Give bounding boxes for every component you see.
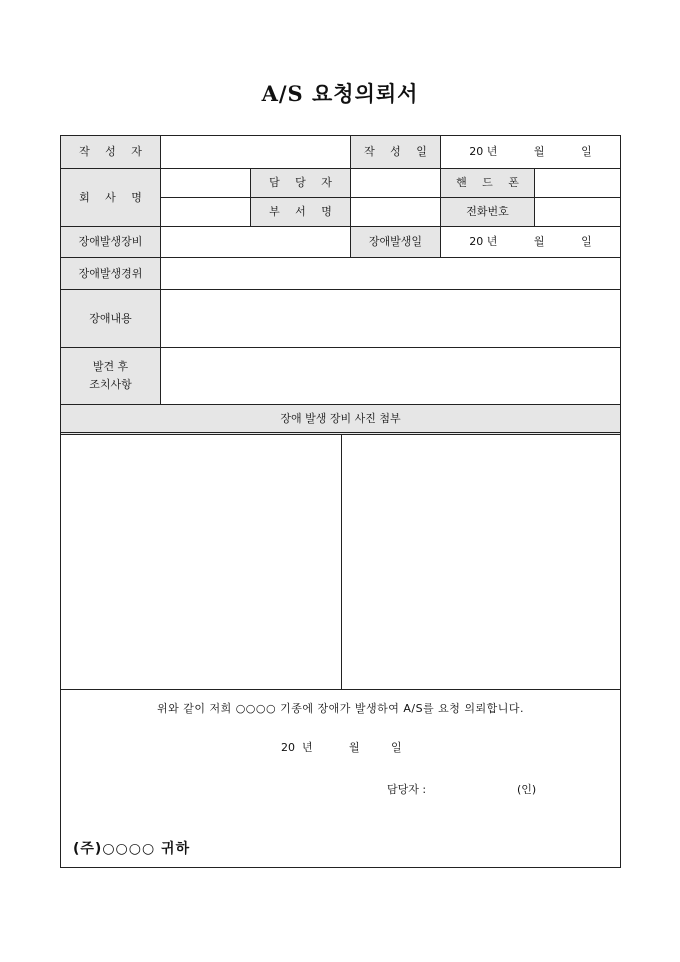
mobile-label: 핸 드 폰 bbox=[441, 169, 535, 198]
faulty-equipment-field[interactable] bbox=[161, 227, 351, 258]
footer-date-day: 일 bbox=[391, 741, 402, 754]
company-field-1[interactable] bbox=[161, 169, 251, 198]
manager-label: 담 당 자 bbox=[251, 169, 351, 198]
fault-details-label: 장애내용 bbox=[61, 290, 161, 348]
fault-history-label: 장애발생경위 bbox=[61, 258, 161, 290]
signature-label: 담당자 : bbox=[387, 783, 427, 796]
action-label-line2: 조치사항 bbox=[89, 378, 132, 391]
request-statement: 위와 같이 저희 ○○○○ 기종에 장애가 발생하여 A/S를 요청 의뢰합니다. bbox=[156, 702, 525, 715]
company-field-2[interactable] bbox=[161, 198, 251, 227]
photo-box-left[interactable] bbox=[61, 435, 342, 690]
fault-history-field[interactable] bbox=[161, 258, 620, 290]
phone-field[interactable] bbox=[535, 198, 620, 227]
date-written-month: 월 bbox=[533, 145, 545, 158]
author-label: 작 성 자 bbox=[61, 136, 161, 169]
footer-date-month: 월 bbox=[349, 741, 360, 754]
date-written-field[interactable] bbox=[441, 136, 620, 169]
department-label: 부 서 명 bbox=[251, 198, 351, 227]
company-label: 회 사 명 bbox=[61, 169, 161, 227]
fault-date-month: 월 bbox=[533, 235, 545, 248]
fault-details-field[interactable] bbox=[161, 290, 620, 348]
faulty-equipment-label: 장애발생장비 bbox=[61, 227, 161, 258]
seal-label: (인) bbox=[517, 783, 537, 796]
photo-section-header: 장애 발생 장비 사진 첨부 bbox=[61, 405, 620, 435]
photo-box-right[interactable] bbox=[342, 435, 620, 690]
as-request-form bbox=[60, 135, 621, 868]
action-field[interactable] bbox=[161, 348, 620, 405]
fault-date-label: 장애발생일 bbox=[351, 227, 441, 258]
document-title: A/S 요청의뢰서 bbox=[261, 81, 419, 106]
mobile-field[interactable] bbox=[535, 169, 620, 198]
author-field[interactable] bbox=[161, 136, 351, 169]
manager-field[interactable] bbox=[351, 169, 441, 198]
footer-date-year: 20 년 bbox=[281, 741, 313, 754]
department-field[interactable] bbox=[351, 198, 441, 227]
fault-date-year: 20 년 bbox=[469, 235, 498, 248]
recipient-company: (주)○○○○ 귀하 bbox=[73, 841, 191, 857]
date-written-year: 20 년 bbox=[469, 145, 498, 158]
fault-date-field[interactable] bbox=[441, 227, 620, 258]
action-label bbox=[61, 348, 161, 405]
fault-date-day: 일 bbox=[581, 235, 592, 248]
phone-label: 전화번호 bbox=[441, 198, 535, 227]
date-written-label: 작 성 일 bbox=[351, 136, 441, 169]
action-label-line1: 발견 후 bbox=[92, 360, 129, 373]
date-written-day: 일 bbox=[581, 145, 592, 158]
